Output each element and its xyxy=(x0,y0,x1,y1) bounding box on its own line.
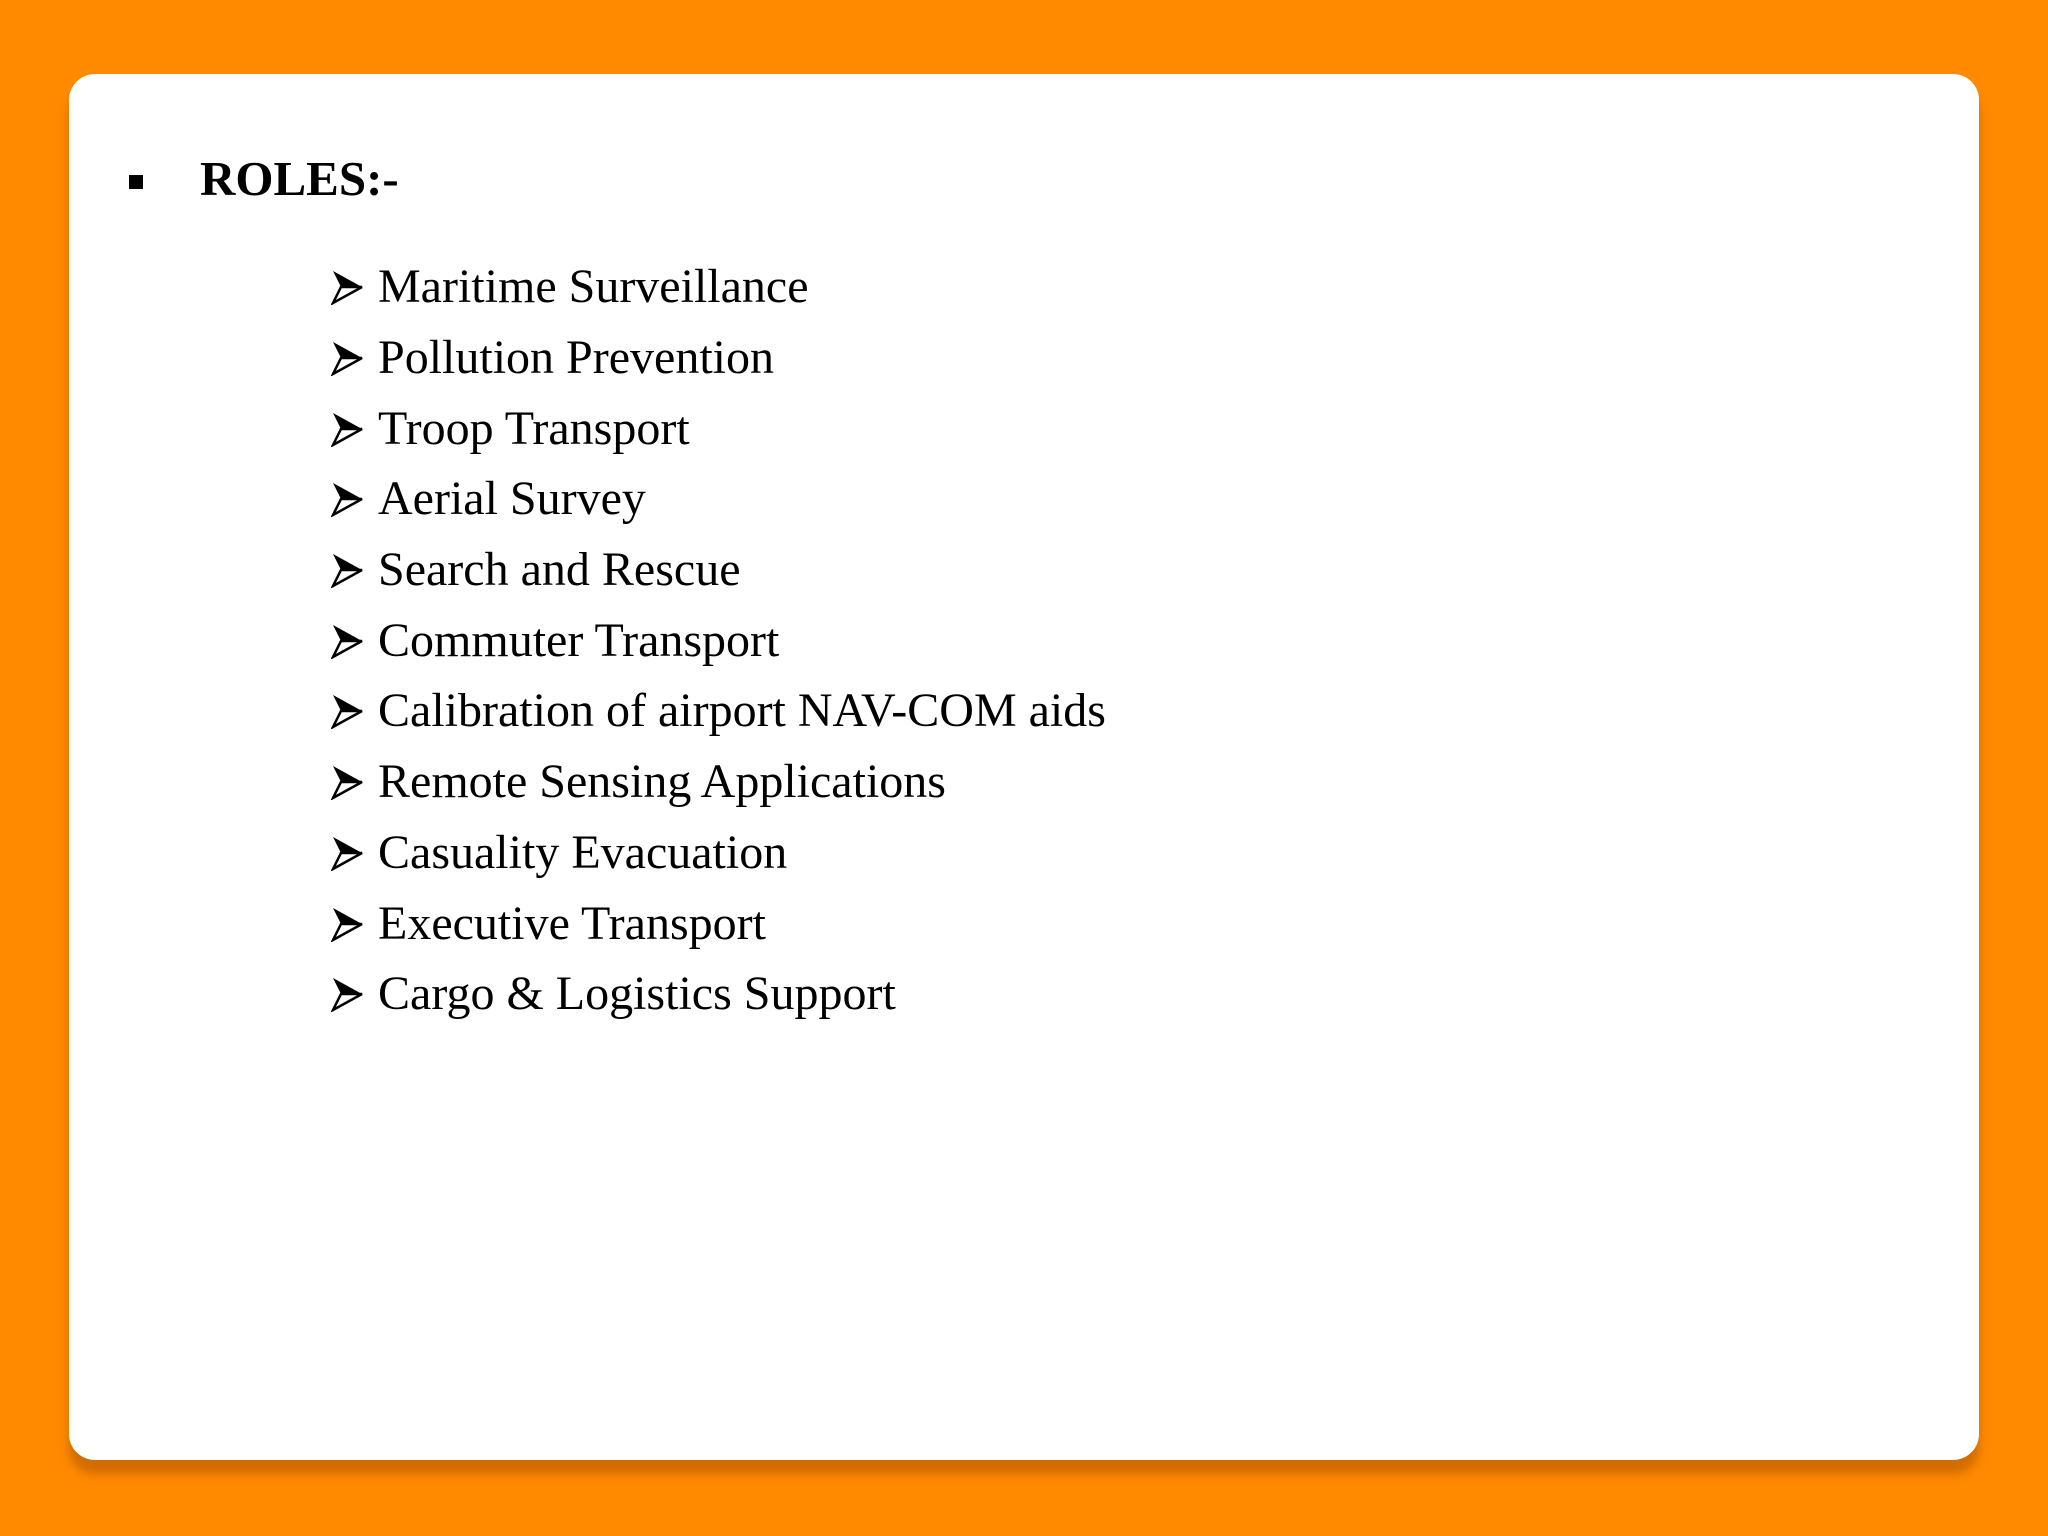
arrowhead-bullet-icon xyxy=(331,411,364,447)
arrowhead-bullet-icon xyxy=(331,906,364,942)
arrowhead-bullet-icon xyxy=(331,764,364,800)
role-item xyxy=(331,959,1106,1030)
role-item xyxy=(331,676,1106,747)
role-label: Pollution Prevention xyxy=(378,331,774,385)
role-item xyxy=(331,252,1106,323)
slide-card xyxy=(69,74,1979,1460)
role-item xyxy=(331,393,1106,464)
role-label: Troop Transport xyxy=(378,401,690,455)
role-label: Aerial Survey xyxy=(378,472,646,526)
role-label: Cargo & Logistics Support xyxy=(378,967,896,1021)
role-item xyxy=(331,888,1106,959)
arrowhead-bullet-icon xyxy=(331,552,364,588)
arrowhead-bullet-icon xyxy=(331,693,364,729)
role-label: Search and Rescue xyxy=(378,543,741,597)
role-item xyxy=(331,818,1106,889)
role-item xyxy=(331,464,1106,535)
role-label: Remote Sensing Applications xyxy=(378,755,946,809)
roles-list xyxy=(331,252,1106,1030)
square-bullet-icon xyxy=(129,175,143,189)
role-label: Calibration of airport NAV-COM aids xyxy=(378,684,1106,738)
arrowhead-bullet-icon xyxy=(331,269,364,305)
arrowhead-bullet-icon xyxy=(331,835,364,871)
role-item xyxy=(331,323,1106,394)
heading-text: ROLES:- xyxy=(200,151,399,206)
arrowhead-bullet-icon xyxy=(331,623,364,659)
role-item xyxy=(331,605,1106,676)
arrowhead-bullet-icon xyxy=(331,976,364,1012)
role-label: Commuter Transport xyxy=(378,613,780,667)
arrowhead-bullet-icon xyxy=(331,481,364,517)
role-item xyxy=(331,535,1106,606)
arrowhead-bullet-icon xyxy=(331,340,364,376)
role-label: Executive Transport xyxy=(378,896,766,950)
role-label: Maritime Surveillance xyxy=(378,260,809,314)
role-label: Casuality Evacuation xyxy=(378,825,788,879)
role-item xyxy=(331,747,1106,818)
